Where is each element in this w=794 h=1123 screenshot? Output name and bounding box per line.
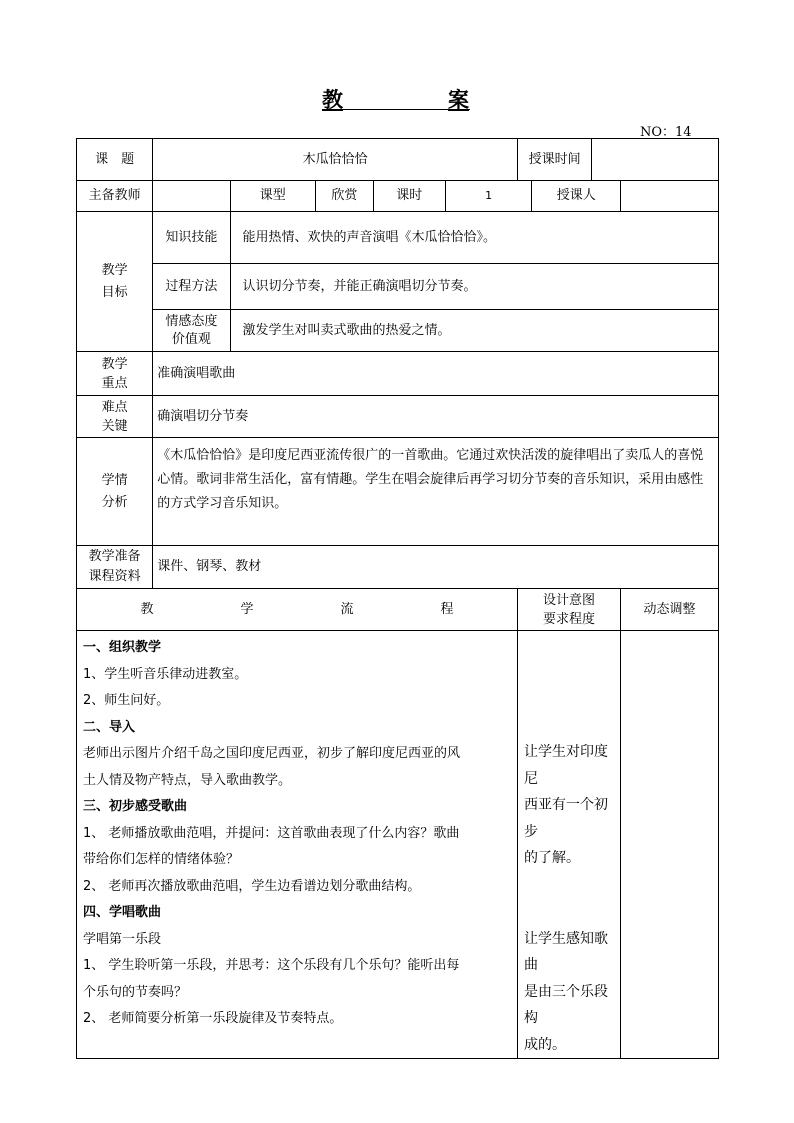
prep-label: 教学准备 课程资料 xyxy=(77,546,153,589)
dynamic-adjust-header: 动态调整 xyxy=(621,589,719,631)
section-heading-learn: 四、学唱歌曲 xyxy=(83,905,162,920)
flow-line: 学唱第一乐段 xyxy=(83,931,162,947)
flow-header-word: 教 xyxy=(140,601,154,617)
objectives-label: 教学 目标 xyxy=(77,212,153,352)
flow-line: 个乐句的节奏吗？ xyxy=(83,984,188,1000)
time-label: 授课时间 xyxy=(518,139,592,181)
prep-row xyxy=(77,546,719,589)
flow-line: 1、 学生聆听第一乐段，并思考：这个乐段有几个乐句？能听出每 xyxy=(83,958,460,973)
flow-line: 土人情及物产特点，导入歌曲教学。 xyxy=(83,772,292,788)
lesson-plan-table xyxy=(76,138,719,1059)
dynamic-adjust-content xyxy=(621,631,719,1059)
prep-text: 课件、钢琴、教材 xyxy=(153,546,719,589)
class-hours-label: 课时 xyxy=(373,181,445,212)
objective-label-process: 过程方法 xyxy=(153,264,230,310)
lead-teacher-value xyxy=(153,181,230,212)
objective-text-process: 认识切分节奏，并能正确演唱切分节奏。 xyxy=(230,264,718,310)
design-intent-header: 设计意图 要求程度 xyxy=(518,589,621,631)
topic-value: 木瓜恰恰恰 xyxy=(153,139,518,181)
topic-label: 课 题 xyxy=(77,139,153,181)
objective-row-process xyxy=(77,264,719,310)
flow-line: 1、 老师播放歌曲范唱，并提问：这首歌曲表现了什么内容？歌曲 xyxy=(83,825,460,841)
analysis-label: 学情 分析 xyxy=(77,438,153,546)
topic-row xyxy=(77,139,719,181)
difficulty-label: 难点 关键 xyxy=(77,396,153,438)
document-number: NO：14 xyxy=(640,125,692,140)
flow-header-row xyxy=(77,589,719,631)
lesson-type-value: 欣赏 xyxy=(316,181,374,212)
title-char-1: 教 xyxy=(322,87,343,112)
objective-label-knowledge: 知识技能 xyxy=(153,212,230,264)
document-title xyxy=(0,84,794,114)
flow-header-word: 流 xyxy=(340,601,354,617)
objective-row-attitude xyxy=(77,310,719,352)
difficulty-text: 确演唱切分节奏 xyxy=(153,396,719,438)
difficulty-row xyxy=(77,396,719,438)
instructor-label: 授课人 xyxy=(532,181,621,212)
key-point-row xyxy=(77,352,719,396)
key-point-label: 教学 重点 xyxy=(77,352,153,396)
design-intent-content xyxy=(518,631,621,1059)
section-heading-intro: 二、导入 xyxy=(83,719,136,735)
section-heading-feel: 三、初步感受歌曲 xyxy=(83,799,188,814)
section-heading-organize: 一、组织教学 xyxy=(83,640,162,655)
title-char-2: 案 xyxy=(448,87,469,112)
title-underline xyxy=(322,109,470,110)
lead-teacher-label: 主备教师 xyxy=(77,181,153,212)
flow-line: 老师出示图片介绍千岛之国印度尼西亚，初步了解印度尼西亚的风 xyxy=(83,746,461,761)
flow-line: 带给你们怎样的情绪体验？ xyxy=(83,852,240,867)
objective-label-attitude: 情感态度 价值观 xyxy=(153,310,230,352)
objective-text-attitude: 激发学生对叫卖式歌曲的热爱之情。 xyxy=(230,310,718,352)
class-hours-value: 1 xyxy=(445,181,532,212)
time-value xyxy=(592,139,719,181)
instructor-value xyxy=(621,181,719,212)
flow-header-word: 程 xyxy=(440,601,454,617)
design-note-2: 让学生感知歌曲 是由三个乐段构 成的。 xyxy=(524,930,609,1053)
design-note-1: 让学生对印度尼 西亚有一个初步 的了解。 xyxy=(524,744,609,866)
flow-header-title xyxy=(77,589,518,631)
flow-line: 1、学生听音乐律动进教室。 xyxy=(83,666,248,682)
analysis-row xyxy=(77,438,719,546)
lesson-type-label: 课型 xyxy=(230,181,316,212)
flow-line: 2、 老师再次播放歌曲范唱，学生边看谱边划分歌曲结构。 xyxy=(83,878,421,894)
flow-line: 2、师生问好。 xyxy=(83,693,170,708)
flow-body-row xyxy=(77,631,719,1059)
teacher-row xyxy=(77,181,719,212)
key-point-text: 准确演唱歌曲 xyxy=(153,352,719,396)
flow-line: 2、 老师简要分析第一乐段旋律及节奏特点。 xyxy=(83,1011,343,1026)
flow-content xyxy=(77,631,518,1059)
analysis-text: 《木瓜恰恰恰》是印度尼西亚流传很广的一首歌曲。它通过欢快活泼的旋律唱出了卖瓜人的喜悦心情。歌词非常生活化，富有情趣。学生在唱会旋律后再学习切分节奏的音乐知识，采用由感性的方式学习音乐知识。 xyxy=(153,438,719,546)
objective-row-knowledge xyxy=(77,212,719,264)
flow-header-word: 学 xyxy=(240,601,254,617)
objective-text-knowledge: 能用热情、欢快的声音演唱《木瓜恰恰恰》。 xyxy=(230,212,718,264)
